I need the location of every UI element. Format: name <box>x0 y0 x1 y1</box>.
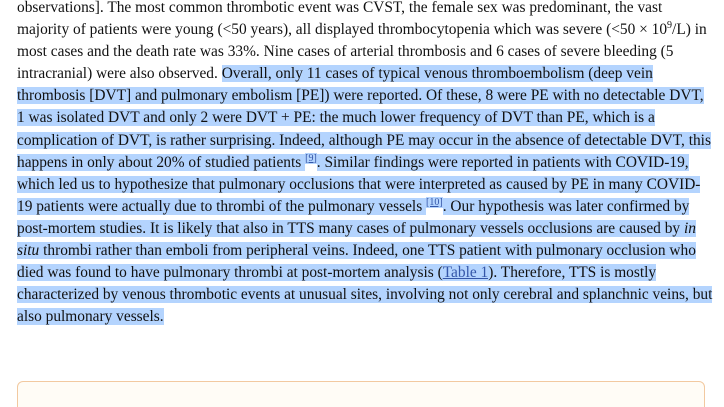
article-paragraph <box>17 0 713 328</box>
reference-10-anchor[interactable]: [10] <box>426 196 443 208</box>
selected-text-part-2[interactable]: . Similar findings were reported in patients with COVID-19, which led us to hypothesize that pulmonary occlusions that were interpreted as caused by PE in many COVID-19 patients were actually due to thrombi of the pulmonary vessels <box>17 153 701 215</box>
exponent-superscript: 9 <box>667 19 673 31</box>
selected-text-part-3[interactable]: . Our hypothesis was later confirmed by post-mortem studies. It is likely that also in TTS many cases of pulmonary vessels occlusions are caused by <box>17 197 690 237</box>
reference-link-9[interactable] <box>305 153 317 164</box>
paragraph-tail-text: /L) in most cases and the death rate was 33%. Nine cases of arterial thrombosis and 6 cases of severe bleeding (5 intracranial) were also observed. <box>17 21 707 83</box>
selected-text-part-4[interactable]: thrombi rather than emboli from peripheral veins. Indeed, one TTS patient with pulmonary occlusion who died was found to have pulmonary thrombi at post-mortem analysis ( <box>17 242 696 282</box>
paragraph-lead-text: observations]. The most common thrombotic event was CVST, the female sex was predominant, the vast majority of patients were young (<50 years), all displayed thrombocytopenia which was severe (<50 × 10 <box>17 0 668 39</box>
info-box <box>17 381 705 407</box>
table-1-link[interactable]: Table 1 <box>442 264 489 282</box>
selected-text-part-5[interactable]: ). Therefore, TTS is mostly characterized by venous thrombotic events at unusual sites, involving not only cerebral and splanchnic veins, but also pulmonary vessels. <box>17 264 713 326</box>
reference-9-anchor[interactable]: [9] <box>305 152 317 164</box>
selected-text-part-1[interactable]: Overall, only 11 cases of typical venous thromboembolism (deep vein thrombosis [DVT] and pulmonary embolism [PE]) were reported. Of these, 8 were PE with no detectable DVT, 1 was isolated DVT and only 2 were DVT + PE: the much lower frequency of DVT than PE, which is a complication of DVT, is rather surprising. Indeed, although PE may occur in the absence of detectable DVT, this happens in only about 20% of studied patients <box>17 65 711 171</box>
reference-link-10[interactable] <box>426 197 443 208</box>
italic-in-situ[interactable]: in situ <box>17 219 696 260</box>
